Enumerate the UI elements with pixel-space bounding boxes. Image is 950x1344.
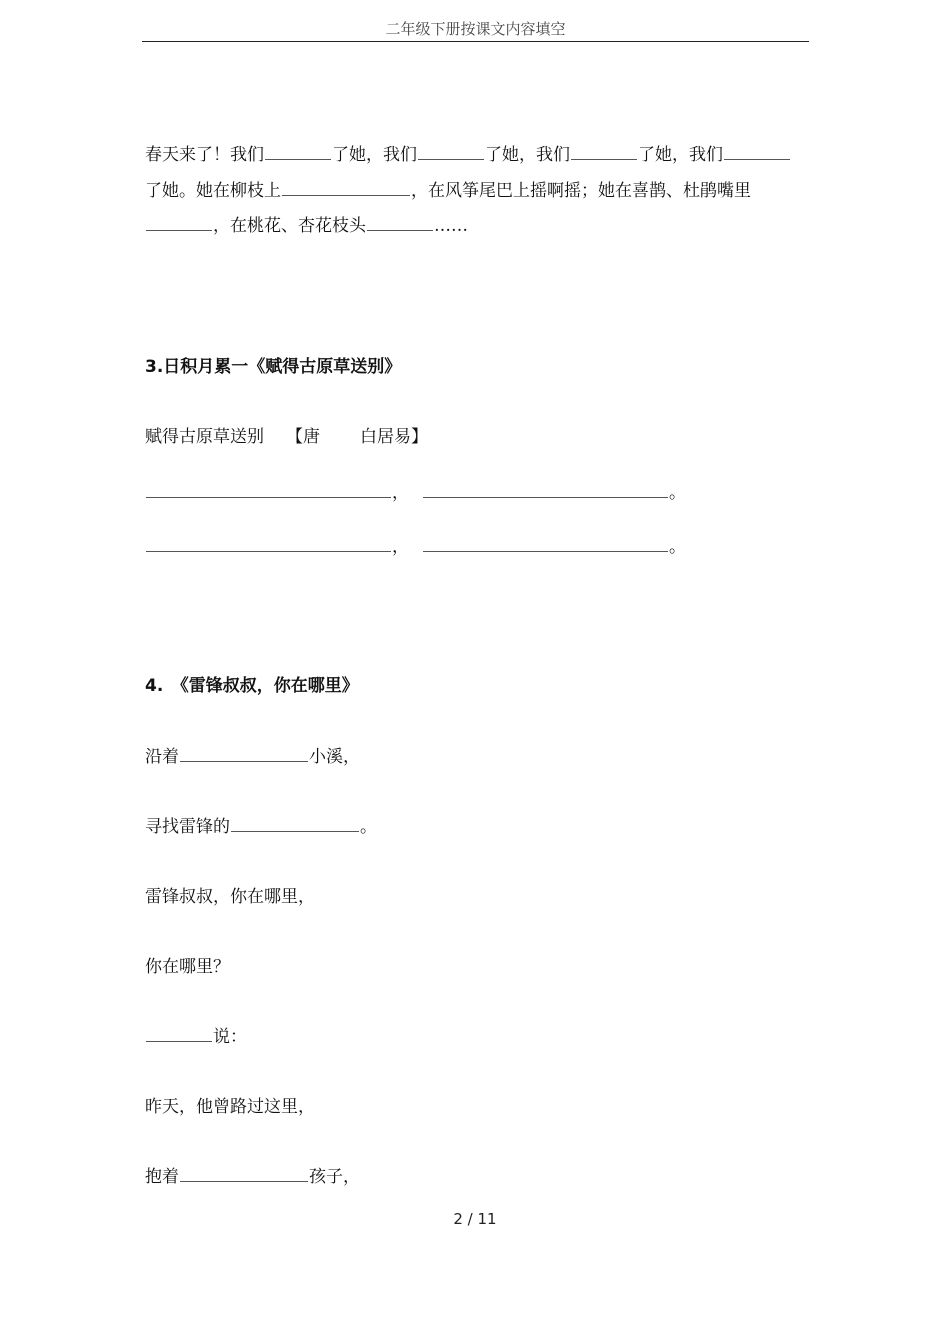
poem-text: 抱着 [145, 1167, 179, 1187]
fill-blank[interactable] [146, 1025, 212, 1042]
poem-text: 寻找雷锋的 [145, 817, 230, 837]
poem-line-1 [145, 745, 360, 769]
poem-author-dynasty: 【唐 [286, 427, 320, 447]
poem-text: 说： [213, 1027, 247, 1047]
section-4-heading: 4. 《雷锋叔叔，你在哪里》 [145, 676, 359, 696]
fill-blank[interactable] [418, 143, 484, 160]
period: 。 [669, 483, 686, 503]
poem-line-5 [145, 1025, 247, 1049]
fill-blank[interactable] [265, 143, 331, 160]
poem-line-7 [145, 1165, 360, 1189]
header-rule [142, 41, 809, 42]
fill-blank[interactable] [146, 214, 212, 231]
poem-author-name: 白居易】 [360, 427, 428, 447]
spring-text: 了她，我们 [638, 145, 723, 165]
fill-blank[interactable] [423, 481, 668, 498]
comma: ， [392, 537, 409, 557]
fill-blank[interactable] [367, 214, 433, 231]
fill-blank[interactable] [146, 535, 391, 552]
spring-text: …… [434, 216, 468, 236]
spring-text: ，在风筝尾巴上摇啊摇；她在喜鹊、杜鹃嘴里 [411, 181, 751, 201]
spring-text: 了她，我们 [485, 145, 570, 165]
fill-blank[interactable] [724, 143, 790, 160]
fill-blank[interactable] [231, 815, 359, 832]
fill-blank[interactable] [180, 745, 308, 762]
section-3-heading: 3.日积月累一《赋得古原草送别》 [145, 357, 402, 377]
comma: ， [392, 483, 409, 503]
spring-line-1 [145, 143, 791, 167]
poem-row-2 [145, 535, 686, 559]
spring-text: 春天来了！我们 [145, 145, 264, 165]
spring-line-2 [145, 179, 751, 203]
poem-text: 。 [360, 817, 377, 837]
poem-text: 沿着 [145, 747, 179, 767]
fill-blank[interactable] [146, 481, 391, 498]
poem-title: 赋得古原草送别 [145, 427, 264, 447]
period: 。 [669, 537, 686, 557]
poem-text: 孩子， [309, 1167, 360, 1187]
poem-line-4: 你在哪里？ [145, 957, 230, 977]
page-number: 2 / 11 [453, 1210, 497, 1228]
spring-text: ，在桃花、杏花枝头 [213, 216, 366, 236]
poem-line-2 [145, 815, 377, 839]
fill-blank[interactable] [180, 1165, 308, 1182]
fill-blank[interactable] [282, 179, 410, 196]
poem-row-1 [145, 481, 686, 505]
spring-line-3 [145, 214, 468, 238]
spring-text: 了她。她在柳枝上 [145, 181, 281, 201]
poem-line-3: 雷锋叔叔，你在哪里， [145, 887, 315, 907]
spring-text: 了她，我们 [332, 145, 417, 165]
poem-title-line [145, 425, 428, 449]
page-header: 二年级下册按课文内容填空 [385, 20, 566, 38]
poem-line-6: 昨天，他曾路过这里， [145, 1097, 315, 1117]
fill-blank[interactable] [423, 535, 668, 552]
fill-blank[interactable] [571, 143, 637, 160]
poem-text: 小溪， [309, 747, 360, 767]
